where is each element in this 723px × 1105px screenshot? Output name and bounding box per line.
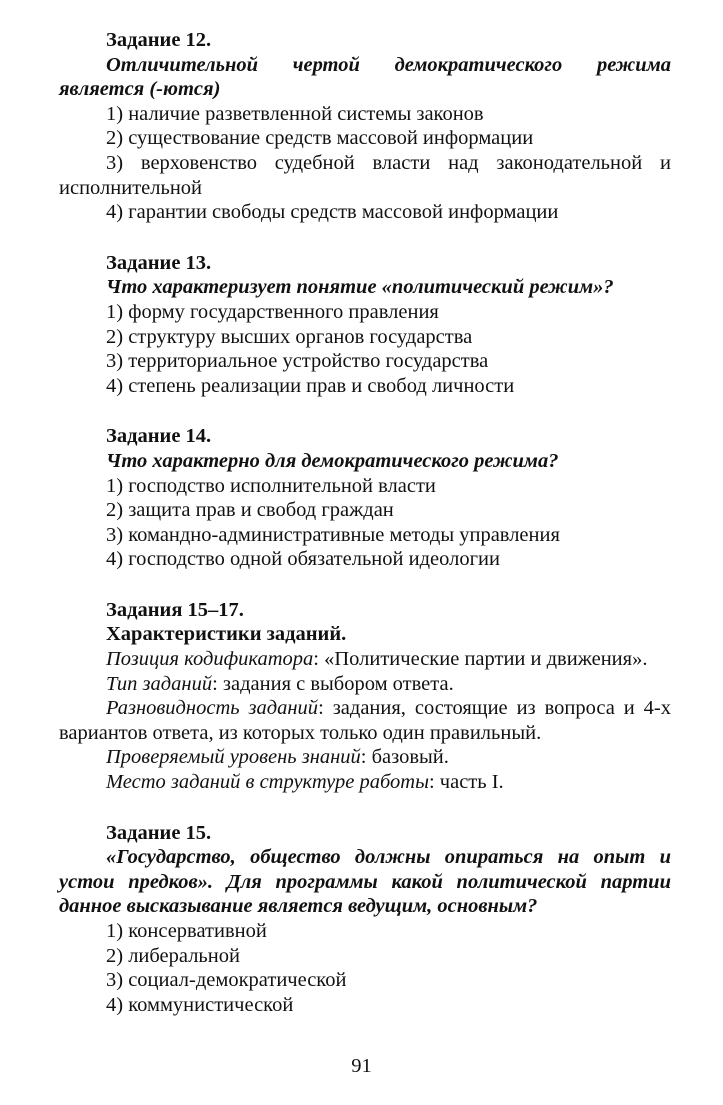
answer-option: 4) господство одной обязательной идеологии (106, 548, 500, 571)
answer-option: 2) структуру высших органов государства (106, 325, 473, 348)
meta-label: Разновидность заданий (106, 697, 319, 720)
task-question: Что характеризует понятие «политический режим»? (106, 276, 614, 299)
task-title: Задание 15. (106, 821, 212, 844)
task-title: Задание 12. (106, 29, 212, 51)
task-15 (59, 821, 671, 1018)
page-content (59, 28, 671, 1043)
answer-option: 3) верховенство судебной власти над законодательной и исполнительной (59, 151, 671, 199)
answer-option: 3) командно-административные методы управления (106, 523, 560, 546)
meta-item (59, 770, 671, 795)
answer-option: 1) наличие разветвленной системы законов (106, 102, 484, 125)
meta-item (59, 696, 671, 745)
task-group-15-17 (59, 598, 671, 795)
answer-option: 2) либеральной (106, 944, 240, 967)
answer-option: 1) консервативной (106, 920, 267, 942)
task-question: Что характерно для демократического режима? (106, 449, 559, 472)
group-title: Задания 15–17. (106, 598, 244, 621)
meta-item (59, 745, 671, 770)
meta-label: Место заданий в структуре работы (106, 771, 429, 794)
meta-item (59, 647, 671, 672)
answer-option: 2) существование средств массовой информации (106, 127, 534, 150)
answer-option: 4) гарантии свободы средств массовой информации (106, 201, 559, 224)
task-question: Отличительной чертой демократического режима является (-ются) (59, 53, 671, 101)
task-12 (59, 28, 671, 225)
group-subtitle: Характеристики заданий. (106, 623, 347, 646)
answer-option: 1) господство исполнительной власти (106, 474, 436, 497)
meta-label: Проверяемый уровень знаний (106, 746, 361, 769)
answer-option: 4) коммунистической (106, 993, 294, 1016)
task-14 (59, 424, 671, 572)
page-number: 91 (351, 1055, 372, 1077)
answer-option: 4) степень реализации прав и свобод личности (106, 374, 515, 397)
answer-option: 3) территориальное устройство государства (106, 350, 489, 373)
task-13 (59, 251, 671, 399)
meta-value: : базовый. (360, 746, 449, 769)
meta-label: Тип заданий (106, 672, 213, 695)
answer-option: 3) социал-демократической (106, 969, 347, 992)
meta-label: Позиция кодификатора (106, 648, 314, 671)
task-title: Задание 13. (106, 251, 212, 274)
answer-option: 1) форму государственного правления (106, 300, 439, 323)
meta-value: : часть I. (428, 771, 504, 794)
meta-value: : задания с выбором ответа. (212, 672, 454, 695)
task-title: Задание 14. (106, 425, 212, 448)
answer-option: 2) защита прав и свобод граждан (106, 499, 394, 522)
meta-value: : «Политические партии и движения». (313, 648, 648, 671)
meta-value: : задания, состоящие из вопроса и 4-х вариантов ответа, из которых только один правильный. (59, 697, 671, 744)
task-question: «Государство, общество должны опираться на опыт и устои предков». Для программы какой политической партии данное высказывание является ведущим, основным? (59, 846, 671, 918)
meta-item (59, 672, 671, 697)
